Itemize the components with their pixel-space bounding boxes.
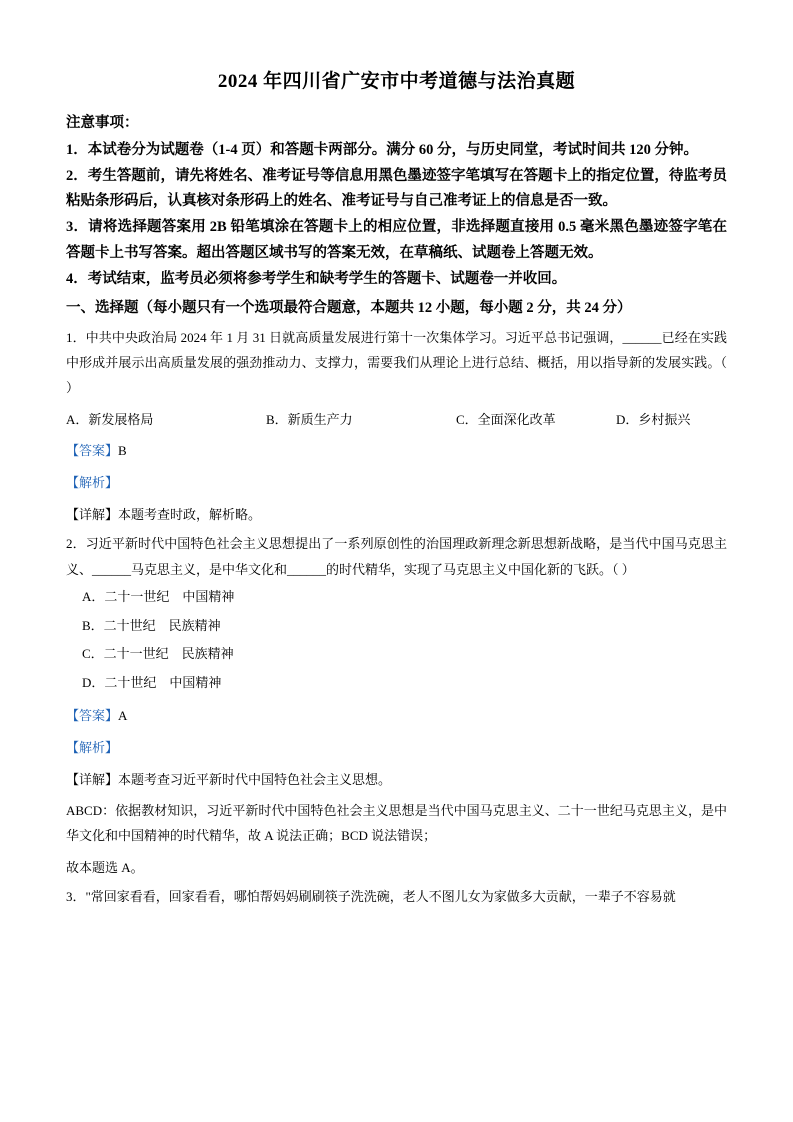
option-1-c: C．全面深化改革: [456, 411, 556, 427]
option-2-c: C．二十一世纪 民族精神: [82, 646, 234, 662]
answer-label-2: 【答案】: [66, 707, 119, 723]
detail-label-2: 【详解】: [66, 771, 119, 787]
question-stem-1: 1．中共中央政治局 2024 年 1 月 31 日就高质量发展进行第十一次集体学习。习近平总书记强调，______已经在实践中形成并展示出高质量发展的强劲推动力、支撑力，需要我们从理论上进行总结、概括，用以指导新的发展实践。（ ）: [66, 329, 727, 396]
option-2-a: A．二十一世纪 中国精神: [82, 589, 235, 605]
answer-value-1: B: [118, 443, 127, 459]
detail-line-1: [66, 502, 727, 527]
section-heading: 一、选择题（每小题只有一个选项最符合题意，本题共 12 小题，每小题 2 分，共 24 分）: [66, 299, 632, 316]
analysis-text-2-line-1: ABCD：依据教材知识，习近平新时代中国特色社会主义思想是当代中国马克思主义、二十一世纪马克思主义，是中华文化和中国精神的时代精华，故 A 说法正确；BCD 说法错误；: [66, 803, 727, 844]
notice-item-4: 4．考试结束，监考员必须将参考学生和缺考学生的答题卡、试题卷一并收回。: [66, 270, 567, 287]
question-1-options: [66, 407, 727, 432]
answer-line-2: [66, 703, 727, 729]
detail-text-2: 本题考查习近平新时代中国特色社会主义思想。: [118, 771, 392, 787]
option-1-b: B．新质生产力: [266, 411, 353, 427]
page-title: 2024 年四川省广安市中考道德与法治真题: [217, 71, 576, 92]
detail-label-1: 【详解】: [66, 507, 119, 523]
option-1-d: D．乡村振兴: [616, 411, 691, 427]
analysis-text-2-line-2: 故本题选 A。: [66, 859, 144, 875]
notice-heading: 注意事项：: [66, 114, 139, 131]
detail-text-1: 本题考查时政，解析略。: [118, 507, 262, 523]
question-stem-3: 3．"常回家看看，回家看看，哪怕帮妈妈刷刷筷子洗洗碗，老人不图儿女为家做多大贡献，一辈子不容易就: [66, 889, 676, 905]
option-2-b: B．二十世纪 民族精神: [82, 617, 221, 633]
analysis-label-2: 【解析】: [66, 739, 119, 755]
detail-line-2: [66, 767, 727, 792]
analysis-line-2: [66, 735, 727, 761]
notice-item-3: 3．请将选择题答案用 2B 铅笔填涂在答题卡上的相应位置，非选择题直接用 0.5 毫米黑色墨迹签字笔在答题卡上书写答案。超出答题区域书写的答案无效，在草稿纸、试题卷上答题无效。: [66, 219, 727, 262]
option-1-a: A．新发展格局: [66, 411, 154, 427]
option-2-d: D．二十世纪 中国精神: [82, 675, 222, 691]
question-stem-2: 2．习近平新时代中国特色社会主义思想提出了一系列原创性的治国理政新理念新思想新战略，是当代中国马克思主义、______马克思主义，是中华文化和______的时代精华，实现了马克思主义中国化新的飞跃。（ ）: [66, 536, 727, 577]
analysis-line-1: [66, 470, 727, 496]
analysis-label-1: 【解析】: [66, 475, 119, 491]
answer-label-1: 【答案】: [66, 443, 119, 459]
notice-item-1: 1．本试卷分为试题卷（1-4 页）和答题卡两部分。满分 60 分，与历史同堂，考试时间共 120 分钟。: [66, 141, 698, 158]
notice-item-2: 2．考生答题前，请先将姓名、准考证号等信息用黑色墨迹签字笔填写在答题卡上的指定位置，待监考员粘贴条形码后，认真核对条形码上的姓名、准考证号与自己准考证上的信息是否一致。: [66, 167, 727, 210]
answer-line-1: [66, 438, 727, 464]
answer-value-2: A: [118, 707, 128, 723]
